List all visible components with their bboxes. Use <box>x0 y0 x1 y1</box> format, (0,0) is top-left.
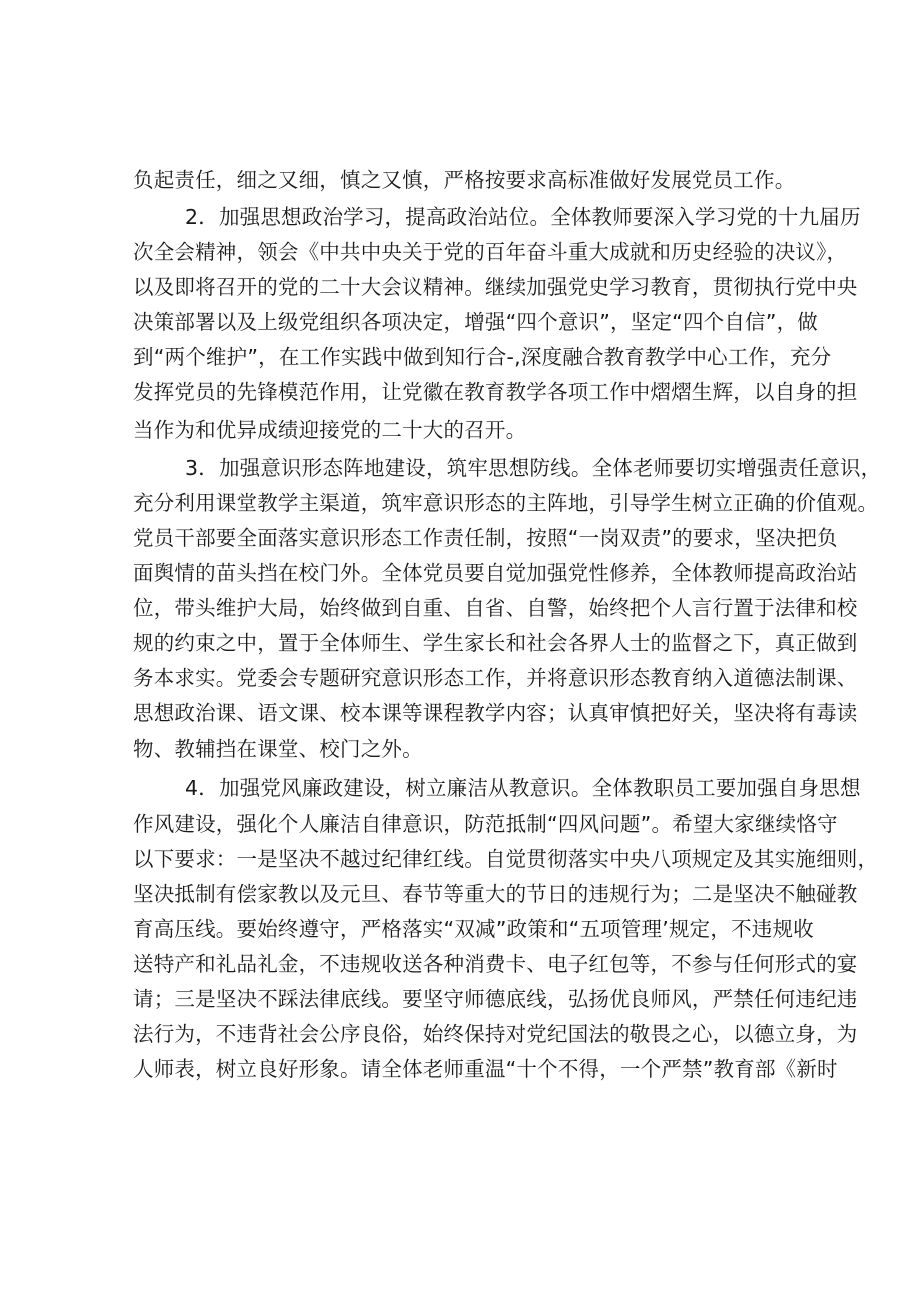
text-line: 以及即将召开的党的二十大会议精神。继续加强党史学习教育，贯彻执行党中央 <box>133 275 858 299</box>
text-line: 法行为，不违背社会公序良俗，始终保持对党纪国法的敬畏之心，以德立身，为 <box>133 1022 858 1046</box>
text-line: 4．加强党风廉政建设，树立廉洁从教意识。全体教职员工要加强自身思想 <box>185 776 861 800</box>
text-line: 次全会精神，领会《中共中央关于党的百年奋斗重大成就和历史经验的决议》， <box>133 240 848 264</box>
text-line: 以下要求：一是坚决不越过纪律红线。自觉贯彻落实中央八项规定及其实施细则， <box>133 847 879 871</box>
text-line: 送特产和礼品礼金，不违规收送各种消费卡、电子红包等，不参与任何形式的宴 <box>133 952 858 976</box>
text-line: 育高压线。要始终遵守，严格落实“双减”政策和“五项管理’规定，不违规收 <box>133 917 814 941</box>
text-line: 思想政治课、语文课、校本课等课程教学内容；认真审慎把好关，坚决将有毒读 <box>133 701 858 725</box>
text-line: 3．加强意识形态阵地建设，筑牢思想防线。全体老师要切实增强责任意识， <box>185 456 882 480</box>
text-line: 党员干部要全面落实意识形态工作责任制，按照“一岗双责”的要求，坚决把负 <box>133 526 838 550</box>
text-line: 充分利用课堂教学主渠道，筑牢意识形态的主阵地，引导学生树立正确的价值观。 <box>133 491 879 515</box>
text-line: 面舆情的苗头挡在校门外。全体党员要自觉加强党性修养，全体教师提高政治站 <box>133 561 858 585</box>
text-line: 2．加强思想政治学习，提高政治站位。全体教师要深入学习党的十九届历 <box>185 205 861 229</box>
text-line: 当作为和优异成绩迎接党的二十大的召开。 <box>133 418 527 442</box>
text-line: 负起责任，细之又细，慎之又慎，严格按要求高标准做好发展党员工作。 <box>133 168 796 192</box>
text-line: 规的约束之中，置于全体师生、学生家长和社会各界人士的监督之下，真正做到 <box>133 631 858 655</box>
text-line: 物、教辅挡在课堂、校门之外。 <box>133 737 423 761</box>
text-line: 到“两个维护”，在工作实践中做到知行合-,深度融合教育教学中心工作，充分 <box>133 345 832 369</box>
text-line: 决策部署以及上级党组织各项决定，增强“四个意识”，坚定“四个自信”，做 <box>133 310 818 334</box>
text-line: 务本求实。党委会专题研究意识形态工作，并将意识形态教育纳入道德法制课、 <box>133 666 858 690</box>
text-line: 作风建设，强化个人廉洁自律意识，防范抵制“四风问题”。希望大家继续恪守 <box>133 812 838 836</box>
text-line: 发挥党员的先锋模范作用，让党徽在教育教学各项工作中熠熠生辉，以自身的担 <box>133 380 858 404</box>
text-line: 坚决抵制有偿家教以及元旦、春节等重大的节日的违规行为；二是坚决不触碰教 <box>133 882 858 906</box>
text-line: 位，带头维护大局，始终做到自重、自省、自警，始终把个人言行置于法律和校 <box>133 596 858 620</box>
text-line: 人师表，树立良好形象。请全体老师重温“十个不得，一个严禁”教育部《新时 <box>133 1057 838 1081</box>
text-line: 请；三是坚决不踩法律底线。要坚守师德底线，弘扬优良师风，严禁任何违纪违 <box>133 987 858 1011</box>
